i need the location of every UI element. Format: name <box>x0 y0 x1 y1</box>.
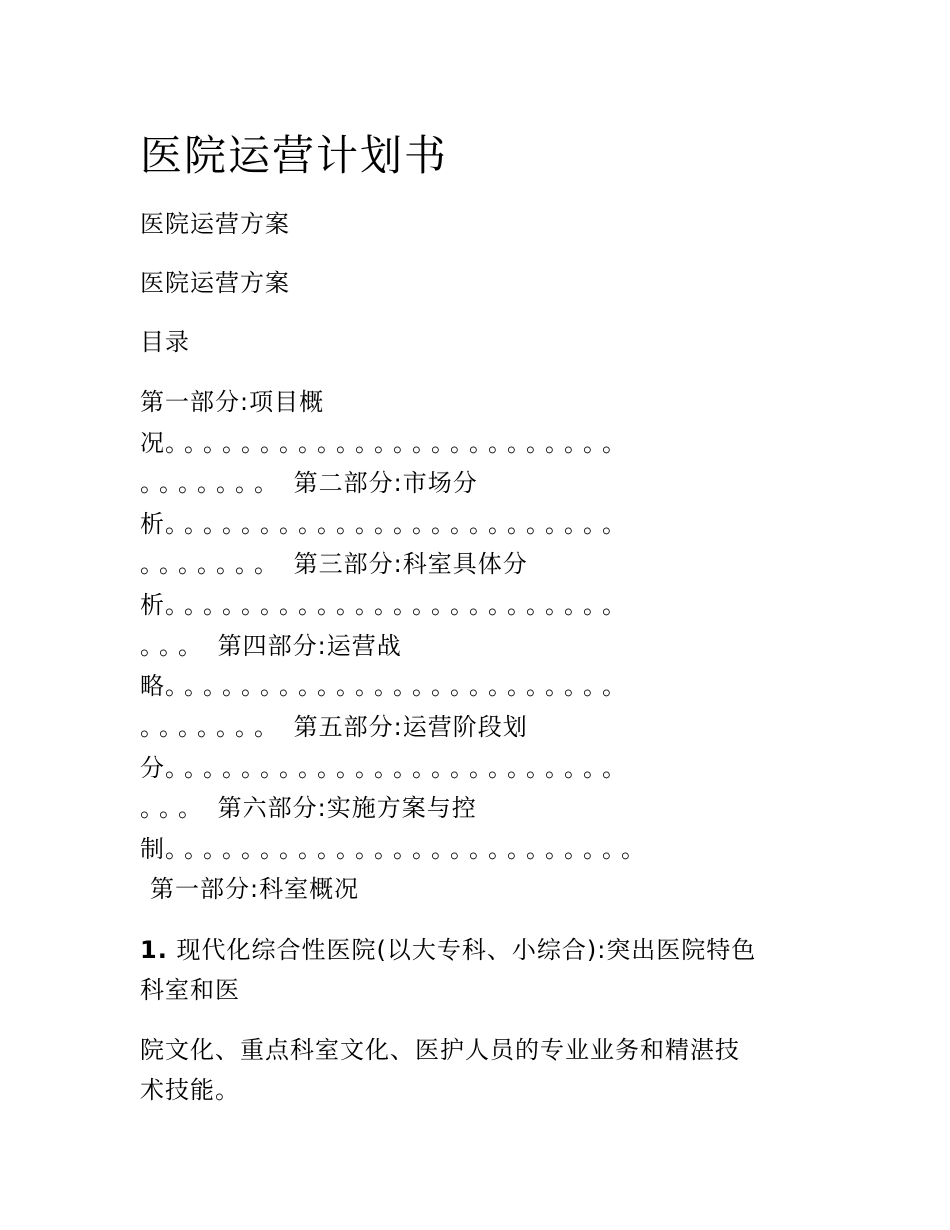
paragraph-text: 现代化综合性医院(以大专科、小综合):突出医院特色 <box>176 936 757 964</box>
subtitle-1: 医院运营方案 <box>140 210 290 238</box>
toc-leader-dots: 。。。。。。。。。。。。。。。。。。。。。。。。 <box>165 510 633 538</box>
toc-leader-dots: 。。。。。。。。。。。。。。。。。。。。。。。。。 <box>165 835 652 863</box>
toc-leader-dots: 。。。。。。。。。。。。。。。。。。。。。。。。 <box>165 672 633 700</box>
toc-leader-dots: 。。。 <box>140 632 209 660</box>
toc-entry-text: 分 <box>140 754 165 782</box>
toc-entry-text: 第四部分:运营战 <box>217 632 402 660</box>
toc-entry-text: 况 <box>140 429 165 457</box>
toc-leader-dots: 。。。。。。。。。。。。。。。。。。。。。。。。 <box>165 591 633 619</box>
toc-entry-text: 制 <box>140 835 165 863</box>
toc-line-11 <box>140 792 477 824</box>
toc-entry-text: 略 <box>140 672 165 700</box>
toc-entry-text: 第一部分:项目概 <box>140 388 325 416</box>
toc-entry-text: 析 <box>140 510 165 538</box>
toc-leader-dots: 。。。。。。。 <box>140 550 285 578</box>
toc-line-7 <box>140 630 402 662</box>
toc-line-4 <box>140 508 633 540</box>
toc-line-9 <box>140 711 528 743</box>
toc-line-8 <box>140 670 633 702</box>
toc-entry-text: 第一部分:科室概况 <box>150 875 360 903</box>
toc-line-10 <box>140 752 633 784</box>
toc-line-2 <box>140 427 633 459</box>
paragraph-2-line-2: 术技能。 <box>140 1076 240 1104</box>
toc-line-1 <box>140 386 324 418</box>
toc-line-13 <box>150 873 359 905</box>
toc-leader-dots: 。。。。。。。。。。。。。。。。。。。。。。。。 <box>165 754 633 782</box>
toc-leader-dots: 。。。 <box>140 794 209 822</box>
toc-leader-dots: 。。。。。。。。。。。。。。。。。。。。。。。。 <box>165 429 633 457</box>
paragraph-1-line-2: 科室和医 <box>140 976 240 1004</box>
toc-line-6 <box>140 589 633 621</box>
toc-heading: 目录 <box>140 328 190 356</box>
subtitle-2: 医院运营方案 <box>140 269 290 297</box>
toc-line-12 <box>140 833 652 865</box>
toc-line-5 <box>140 548 528 580</box>
toc-leader-dots: 。。。。。。。 <box>140 713 285 741</box>
paragraph-1-line-1 <box>140 934 756 966</box>
list-number: 1. <box>140 936 168 964</box>
toc-entry-text: 第五部分:运营阶段划 <box>293 713 528 741</box>
document-title: 医院运营计划书 <box>140 131 449 180</box>
paragraph-2-line-1: 院文化、重点科室文化、医护人员的专业业务和精湛技 <box>140 1036 740 1064</box>
toc-entry-text: 第六部分:实施方案与控 <box>217 794 477 822</box>
toc-line-3 <box>140 467 478 499</box>
toc-leader-dots: 。。。。。。。 <box>140 469 285 497</box>
toc-entry-text: 第三部分:科室具体分 <box>293 550 528 578</box>
toc-entry-text: 析 <box>140 591 165 619</box>
toc-entry-text: 第二部分:市场分 <box>293 469 478 497</box>
